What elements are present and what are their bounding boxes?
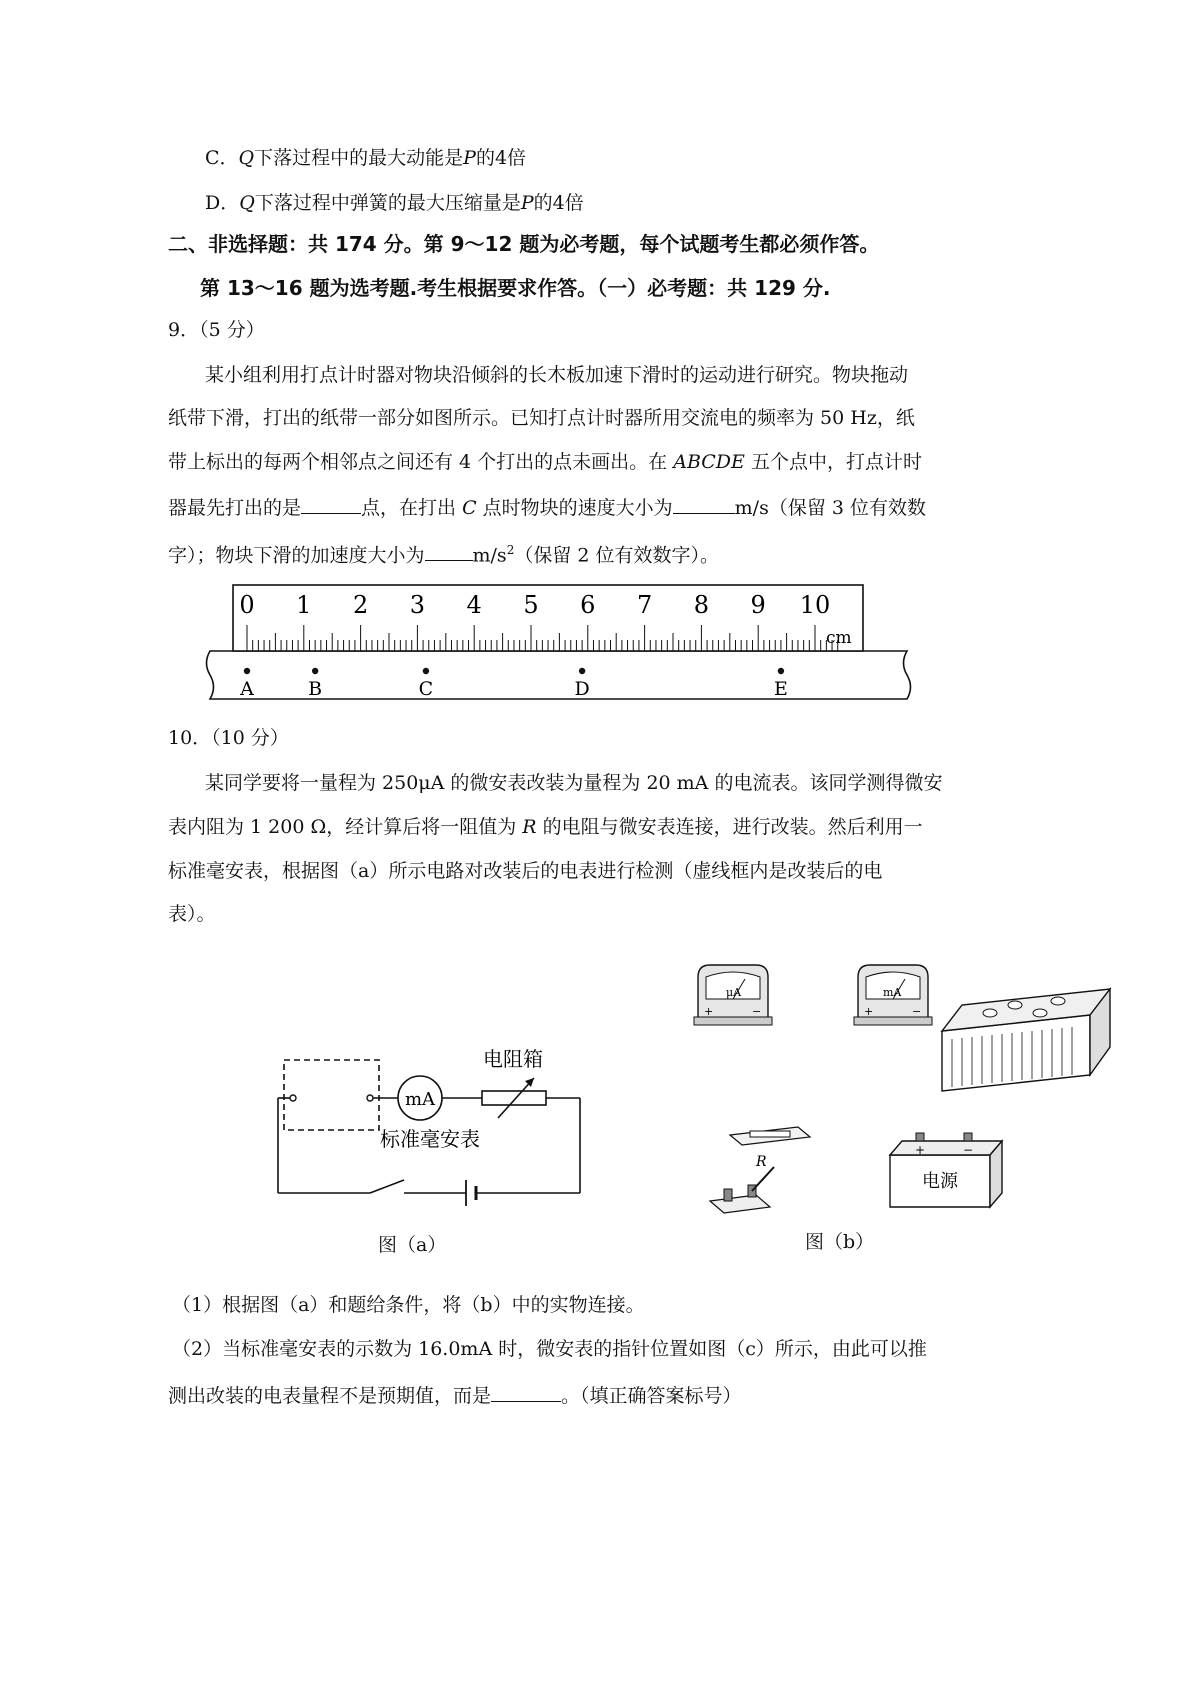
milliammeter xyxy=(854,965,932,1025)
q9-text-line-1: 某小组利用打点计时器对物块沿倾斜的长木板加速下滑时的运动进行研究。物块拖动 xyxy=(205,364,909,386)
ruler-unit: cm xyxy=(826,628,852,648)
ruler-number: 10 xyxy=(799,591,831,619)
resistance-box-label: 电阻箱 xyxy=(483,1047,543,1071)
power-supply-label: 电源 xyxy=(922,1171,958,1192)
apparatus-figure-b xyxy=(690,955,1110,1225)
resistance-box xyxy=(942,989,1110,1091)
q10-text-line-3: 标准毫安表，根据图（a）所示电路对改装后的电表进行检测（虚线框内是改装后的电 xyxy=(168,860,883,882)
milliammeter-label: mA xyxy=(883,986,902,999)
answer-blank-first-point[interactable] xyxy=(301,493,361,514)
tape-dot-e xyxy=(778,668,784,674)
terminal-left xyxy=(290,1095,296,1101)
q10-part-2-line-2: 测出改装的电表量程不是预期值，而是 。（填正确答案标号） xyxy=(168,1381,742,1409)
q9-text-line-2: 纸带下滑，打出的纸带一部分如图所示。已知打点计时器所用交流电的频率为 50 Hz，纸 xyxy=(168,407,915,429)
svg-text:−: − xyxy=(752,1005,762,1018)
q9-text-line-5: 字）；物块下滑的加速度大小为 $m/s^2$（保留 2 位有效数字）。 xyxy=(168,537,719,568)
section-heading-line-1: 二、非选择题：共 174 分。第 9～12 题为必考题，每个试题考生都必须作答。 xyxy=(168,232,880,256)
tape-point-label: C xyxy=(418,678,434,700)
ruler-tape-figure xyxy=(200,583,920,703)
q10-header: 10．（10 分） xyxy=(168,727,289,749)
ruler-number: 2 xyxy=(352,591,369,619)
svg-text:+: + xyxy=(704,1005,714,1018)
tape-dot-c xyxy=(423,668,429,674)
ruler-number: 8 xyxy=(693,591,710,619)
ruler-number: 3 xyxy=(409,591,426,619)
terminal-right xyxy=(367,1095,373,1101)
q10-text-line-4: 表）。 xyxy=(168,903,216,925)
section-heading-line-2: 第 13～16 题为选考题.考生根据要求作答。（一）必考题：共 129 分. xyxy=(200,276,831,300)
ruler-number: 5 xyxy=(523,591,539,619)
tape-dot-b xyxy=(312,668,318,674)
q9-header: 9．（5 分） xyxy=(168,319,265,341)
q10-text-line-2: 表内阻为 1 200 Ω，经计算后将一阻值为 R 的电阻与微安表连接，进行改装。然后利用一 xyxy=(168,816,923,838)
option-c: C．Q下落过程中的最大动能是P的4倍 xyxy=(205,147,527,169)
q10-part-2-line-1: （2）当标准毫安表的示数为 16.0mA 时，微安表的指针位置如图（c）所示，由此可以推 xyxy=(172,1338,927,1360)
answer-blank-range[interactable] xyxy=(491,1381,561,1402)
ruler-number: 7 xyxy=(636,591,653,619)
answer-blank-acceleration[interactable] xyxy=(425,540,473,561)
figure-a-caption: 图（a） xyxy=(378,1234,447,1256)
tape-dot-d xyxy=(579,668,585,674)
svg-text:+: + xyxy=(864,1005,874,1018)
q10-part-1: （1）根据图（a）和题给条件，将（b）中的实物连接。 xyxy=(172,1294,645,1316)
power-supply xyxy=(890,1133,1002,1207)
standard-milliammeter-label: 标准毫安表 xyxy=(380,1127,480,1151)
meter-symbol-ma: mA xyxy=(404,1089,436,1110)
q9-text-line-3: 带上标出的每两个相邻点之间还有 4 个打出的点未画出。在 ABCDE 五个点中，打点计时 xyxy=(168,451,922,473)
ruler-number: 1 xyxy=(296,591,312,619)
tape-dot-a xyxy=(244,668,250,674)
ruler-number: 9 xyxy=(750,591,766,619)
tape-point-label: E xyxy=(773,678,788,700)
microammeter xyxy=(694,965,772,1025)
q10-text-line-1: 某同学要将一量程为 250μA 的微安表改装为量程为 20 mA 的电流表。该同学测得微安 xyxy=(205,772,943,794)
resistor-label: R xyxy=(756,1154,767,1170)
option-d: D．Q下落过程中弹簧的最大压缩量是P的4倍 xyxy=(205,192,584,214)
microammeter-label: μA xyxy=(726,986,742,999)
svg-text:−: − xyxy=(912,1005,922,1018)
dashed-meter-box xyxy=(284,1060,379,1130)
ruler-number: 0 xyxy=(239,591,255,619)
svg-text:+: + xyxy=(915,1143,926,1157)
knife-switch xyxy=(710,1167,774,1213)
tape-point-label: D xyxy=(574,678,590,700)
tape-point-label: B xyxy=(308,678,323,700)
q9-text-line-4: 器最先打出的是 点，在打出 C 点时物块的速度大小为 m/s（保留 3 位有效数 xyxy=(168,493,926,521)
svg-text:−: − xyxy=(963,1143,974,1157)
ruler-number: 4 xyxy=(466,591,482,619)
answer-blank-velocity[interactable] xyxy=(673,493,735,514)
resistor-r xyxy=(730,1127,810,1170)
circuit-diagram-a xyxy=(270,1040,610,1210)
switch-symbol xyxy=(370,1180,404,1193)
ruler-number: 6 xyxy=(580,591,596,619)
resistance-box-symbol xyxy=(482,1091,546,1105)
tape-point-label: A xyxy=(240,678,254,700)
figure-b-caption: 图（b） xyxy=(805,1231,875,1253)
